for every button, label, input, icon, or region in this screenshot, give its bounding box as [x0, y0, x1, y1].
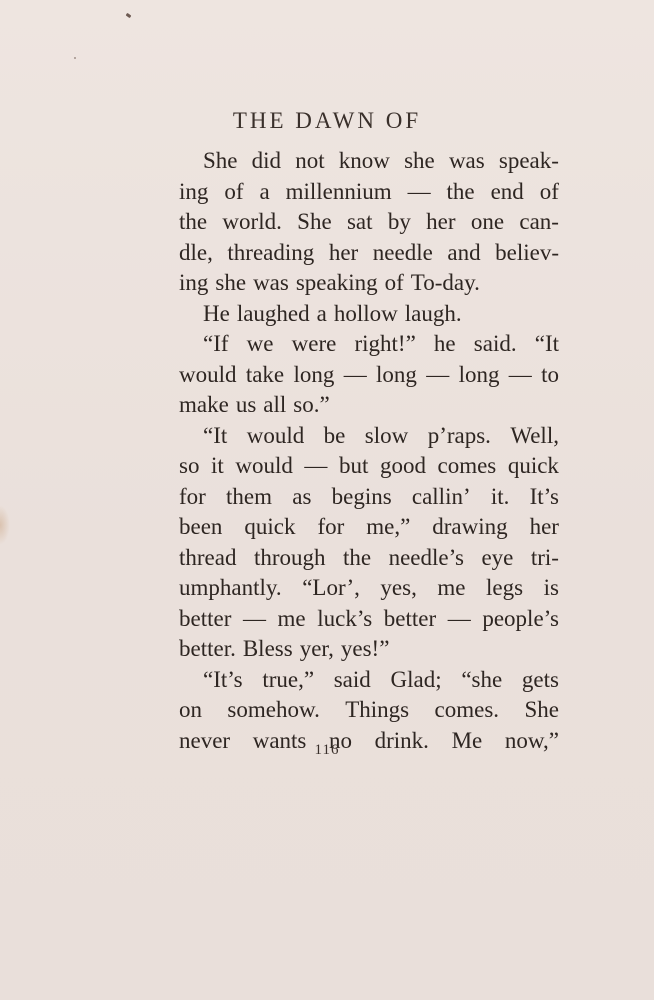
- word: people’s: [482, 605, 559, 631]
- word: —: [343, 361, 367, 387]
- paper-stain: [0, 505, 10, 545]
- word: said: [333, 666, 371, 692]
- word: millennium: [285, 178, 392, 204]
- word: take: [245, 361, 285, 387]
- word: gets: [521, 666, 559, 692]
- ink-speck: [74, 57, 76, 59]
- word: “It: [534, 331, 559, 356]
- word: end: [490, 178, 524, 204]
- word: —: [304, 453, 328, 478]
- word: Glad;: [390, 666, 442, 692]
- word: them: [226, 483, 273, 509]
- text-line: [179, 177, 559, 208]
- word: threading: [227, 239, 315, 265]
- word: begins: [331, 483, 392, 509]
- word: no: [329, 727, 352, 753]
- word: the: [446, 178, 475, 204]
- word: “It: [203, 422, 228, 448]
- word: us: [235, 392, 257, 417]
- text-line: [179, 421, 559, 452]
- word: long: [458, 361, 500, 387]
- word: dle,: [179, 239, 213, 265]
- word: eye: [481, 544, 514, 570]
- word: slow: [364, 422, 409, 448]
- word: yes!”: [340, 636, 390, 661]
- word: can-: [519, 209, 559, 234]
- word: drawing: [432, 514, 508, 539]
- word: “she: [461, 666, 503, 692]
- word: She: [297, 209, 332, 234]
- word: better.: [179, 636, 236, 661]
- word: a: [259, 178, 270, 204]
- word: “It’s: [203, 666, 243, 692]
- text-line: [179, 634, 559, 665]
- word: would: [179, 361, 237, 387]
- word: was: [448, 148, 485, 173]
- ink-speck: [126, 13, 132, 18]
- word: speak-: [498, 148, 559, 173]
- word: for: [179, 483, 206, 509]
- text-line: [179, 573, 559, 604]
- word: but: [338, 453, 369, 478]
- word: she: [404, 148, 435, 173]
- word: for: [317, 514, 345, 539]
- word: thread: [179, 544, 237, 570]
- word: right!”: [354, 331, 416, 356]
- word: was: [253, 270, 289, 295]
- word: laughed: [236, 300, 310, 326]
- word: and: [447, 239, 481, 265]
- word: long: [376, 361, 417, 387]
- word: comes: [437, 453, 497, 478]
- word: so.”: [293, 392, 330, 417]
- word: he: [433, 331, 456, 356]
- text-line: [179, 512, 559, 543]
- word: did: [251, 148, 282, 173]
- text-line: [179, 665, 559, 696]
- word: would: [235, 453, 293, 478]
- word: Things: [345, 697, 410, 722]
- word: never: [179, 727, 231, 753]
- word: —: [508, 361, 532, 387]
- word: she: [215, 270, 247, 295]
- word: we: [246, 331, 274, 356]
- text-line: [179, 146, 559, 177]
- word: believ-: [495, 239, 559, 265]
- word: is: [543, 575, 559, 600]
- word: hollow: [333, 300, 398, 326]
- word: one: [470, 209, 505, 234]
- word: better: [383, 605, 437, 631]
- word: p’raps.: [427, 422, 491, 448]
- word: be: [323, 422, 346, 448]
- word: all: [263, 392, 287, 417]
- word: it.: [490, 483, 510, 509]
- word: the: [179, 209, 208, 234]
- word: would: [246, 422, 305, 448]
- text-line: [179, 299, 559, 330]
- running-head: THE DAWN OF: [232, 108, 422, 133]
- word: good: [379, 453, 426, 478]
- page-number: 116: [314, 742, 340, 758]
- word: umphantly.: [179, 575, 282, 600]
- text-line: [179, 268, 559, 299]
- word: long: [293, 361, 335, 387]
- word: legs: [486, 575, 524, 600]
- text-line: [179, 329, 559, 360]
- body-text: [179, 146, 559, 756]
- word: “If: [203, 331, 229, 356]
- word: somehow.: [227, 697, 320, 722]
- word: luck’s: [317, 605, 373, 631]
- word: “Lor’,: [302, 575, 360, 600]
- word: so: [179, 453, 200, 478]
- word: It’s: [529, 483, 559, 509]
- word: world.: [222, 209, 282, 234]
- text-line: [179, 543, 559, 574]
- text-line: [179, 482, 559, 513]
- word: of: [384, 270, 404, 295]
- text-line: [179, 451, 559, 482]
- word: by: [387, 209, 411, 234]
- word: speaking: [295, 270, 378, 295]
- word: She: [524, 697, 559, 722]
- word: not: [295, 148, 325, 173]
- word: a: [316, 300, 327, 326]
- word: quick: [507, 453, 559, 478]
- word: to: [541, 361, 559, 387]
- text-line: [179, 238, 559, 269]
- text-line: [179, 390, 559, 421]
- word: me: [437, 575, 466, 600]
- text-line: [179, 604, 559, 635]
- word: of: [224, 178, 244, 204]
- word: —: [242, 605, 266, 631]
- word: the: [343, 544, 372, 570]
- word: know: [338, 148, 390, 173]
- word: laugh.: [404, 300, 462, 326]
- word: Bless: [242, 636, 293, 661]
- word: needle: [372, 239, 433, 265]
- word: were: [291, 331, 337, 356]
- text-line: [179, 360, 559, 391]
- word: been: [179, 514, 223, 539]
- text-line: [179, 207, 559, 238]
- word: She: [203, 148, 238, 173]
- word: yes,: [380, 575, 417, 600]
- word: make: [179, 392, 229, 417]
- word: —: [407, 178, 431, 204]
- word: drink.: [374, 727, 429, 753]
- word: her: [529, 514, 559, 539]
- word: —: [447, 605, 471, 631]
- word: on: [179, 697, 202, 722]
- word: —: [426, 361, 450, 387]
- word: He: [203, 300, 230, 326]
- word: me,”: [366, 514, 411, 539]
- word: needle’s: [388, 544, 464, 570]
- word: her: [426, 209, 456, 234]
- word: through: [253, 544, 326, 570]
- word: sat: [346, 209, 373, 234]
- word: callin’: [411, 483, 471, 509]
- word: tri-: [530, 544, 559, 570]
- word: her: [328, 239, 359, 265]
- word: wants: [252, 727, 307, 753]
- word: Well,: [510, 422, 559, 448]
- word: said.: [473, 331, 517, 356]
- word: as: [292, 483, 312, 509]
- word: of: [539, 178, 559, 204]
- word: yer,: [299, 636, 334, 661]
- text-line: [179, 695, 559, 726]
- word: true,”: [262, 666, 315, 692]
- word: quick: [244, 514, 296, 539]
- word: ing: [179, 270, 209, 295]
- word: me: [277, 605, 306, 631]
- word: ing: [179, 178, 209, 204]
- word: To-day.: [410, 270, 480, 295]
- word: it: [211, 453, 224, 478]
- word: better: [179, 605, 232, 631]
- word: comes.: [434, 697, 500, 722]
- word: Me: [451, 727, 483, 753]
- word: now,”: [504, 727, 559, 753]
